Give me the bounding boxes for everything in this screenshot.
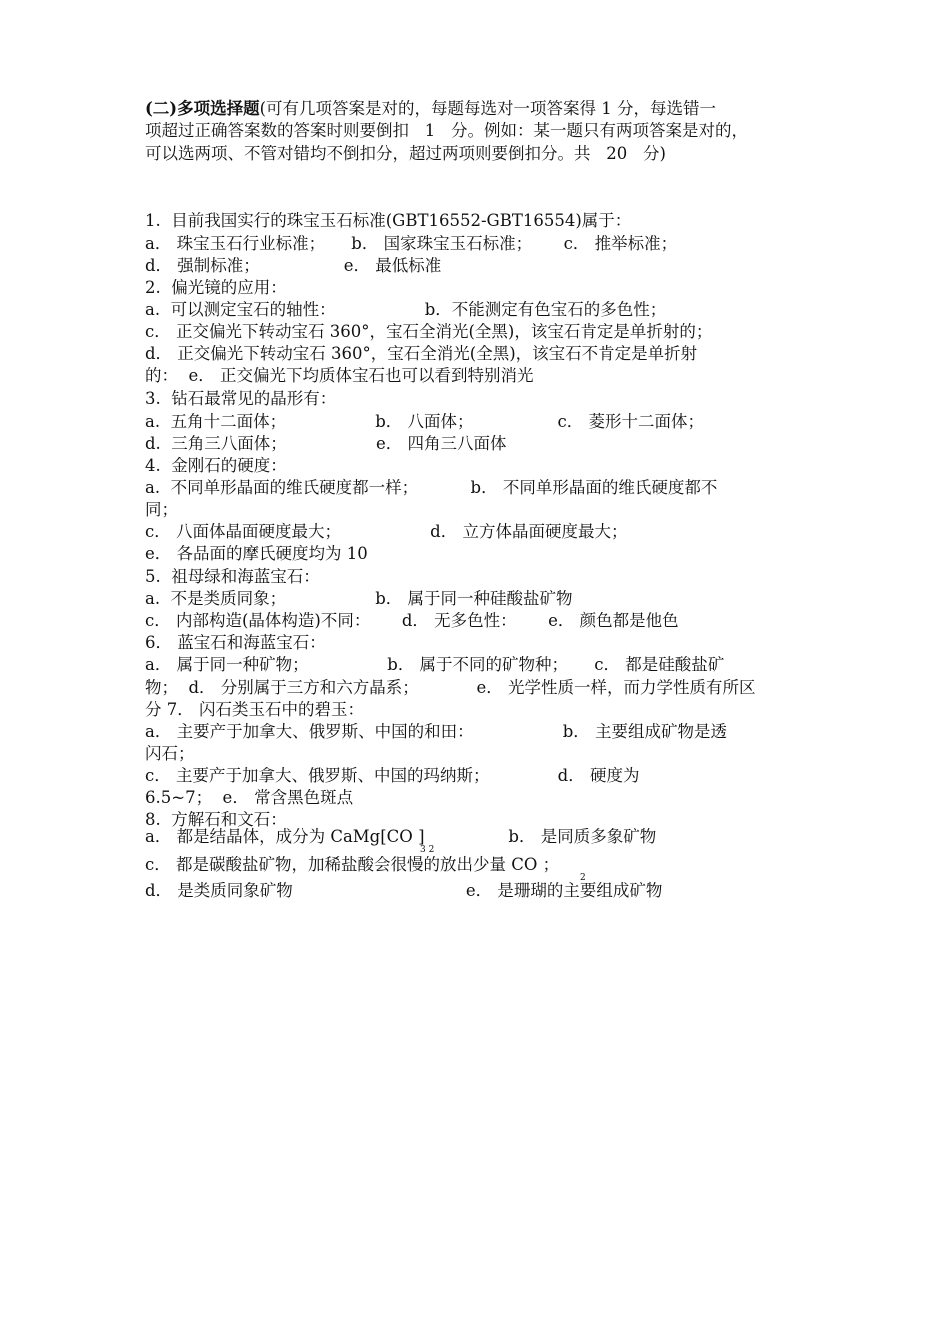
- section-title: (二)多项选择题: [145, 99, 260, 118]
- q1-options-d-e: d． 强制标准； e． 最低标准: [145, 256, 442, 275]
- section-header: [145, 98, 716, 120]
- q8-options-a-b: a． 都是结晶体，成分为 CaMg[CO ] b． 是同质多象矿物: [145, 827, 657, 846]
- q2-stem: 2. 偏光镜的应用：: [145, 278, 287, 297]
- q2-option-d: d． 正交偏光下转动宝石 360°，宝石全消光(全黑)，该宝石不肯定是单折射: [145, 344, 698, 363]
- q4-option-e: e． 各品面的摩氏硬度均为 10: [145, 544, 368, 563]
- q8-stem: 8. 方解石和文石：: [145, 810, 287, 829]
- q3-options-d-e: d. 三角三八面体； e． 四角三八面体: [145, 434, 507, 453]
- q3-options-a-c: a. 五角十二面体； b． 八面体； c． 菱形十二面体；: [145, 412, 704, 431]
- q2-option-d-e: 的： e． 正交偏光下均质体宝石也可以看到特别消光: [145, 366, 534, 385]
- q5-stem: 5. 祖母绿和海蓝宝石：: [145, 567, 320, 586]
- q3-stem: 3. 钻石最常见的晶形有：: [145, 389, 337, 408]
- q6-options-a-c: a． 属于同一种矿物； b． 属于不同的矿物种； c． 都是硅酸盐矿: [145, 655, 725, 674]
- q7-options-d-e: 6.5~7； e． 常含黑色斑点: [145, 788, 354, 807]
- q4-options-c-d: c． 八面体晶面硬度最大； d． 立方体晶面硬度最大；: [145, 522, 628, 541]
- section-instructions-line-3: 可以选两项、不管对错均不倒扣分，超过两项则要倒扣分。共 20 分): [145, 144, 666, 163]
- q5-options-a-b: a. 不是类质同象； b． 属于同一种硅酸盐矿物: [145, 589, 573, 608]
- q7-options-c-d: c． 主要产于加拿大、俄罗斯、中国的玛纳斯； d． 硬度为: [145, 766, 640, 785]
- section-instructions-line-1: (可有几项答案是对的，每题每选对一项答案得 1 分，每选错一: [259, 99, 717, 118]
- q8-options-d-e: d． 是类质同象矿物 e． 是珊瑚的主要组成矿物: [145, 881, 663, 900]
- q4-option-b-continued: 同；: [145, 500, 178, 519]
- q1-options-a-c: a． 珠宝玉石行业标准； b． 国家珠宝玉石标准； c． 推举标准；: [145, 234, 678, 253]
- q6-stem: 6． 蓝宝石和海蓝宝石：: [145, 633, 326, 652]
- q5-options-c-e: c． 内部构造(晶体构造)不同： d． 无多色性： e． 颜色都是他色: [145, 611, 679, 630]
- q6-options-d-e: 物； d． 分别属于三方和六方晶系； e． 光学性质一样，而力学性质有所区: [145, 678, 756, 697]
- q6-end-q7-stem: 分 7． 闪石类玉石中的碧玉：: [145, 700, 364, 719]
- q8-option-c-subscript: 2: [580, 873, 586, 883]
- q7-option-b-continued: 闪石；: [145, 744, 195, 763]
- q8-option-a-subscript: 3 2: [420, 845, 435, 855]
- q7-options-a-b: a． 主要产于加拿大、俄罗斯、中国的和田： b． 主要组成矿物是透: [145, 722, 728, 741]
- q4-stem: 4. 金刚石的硬度：: [145, 456, 287, 475]
- section-instructions-line-2: 项超过正确答案数的答案时则要倒扣 1 分。例如：某一题只有两项答案是对的，: [145, 121, 748, 140]
- q2-options-a-b: a. 可以测定宝石的轴性： b．不能测定有色宝石的多色性；: [145, 300, 667, 319]
- q4-options-a-b: a. 不同单形晶面的维氏硬度都一样； b． 不同单形晶面的维氏硬度都不: [145, 478, 718, 497]
- q2-option-c: c． 正交偏光下转动宝石 360°，宝石全消光(全黑)，该宝石肯定是单折射的；: [145, 322, 713, 341]
- q1-stem: 1. 目前我国实行的珠宝玉石标准(GBT16552-GBT16554)属于：: [145, 211, 632, 230]
- q8-option-c: c． 都是碳酸盐矿物，加稀盐酸会很慢的放出少量 CO ；: [145, 855, 560, 874]
